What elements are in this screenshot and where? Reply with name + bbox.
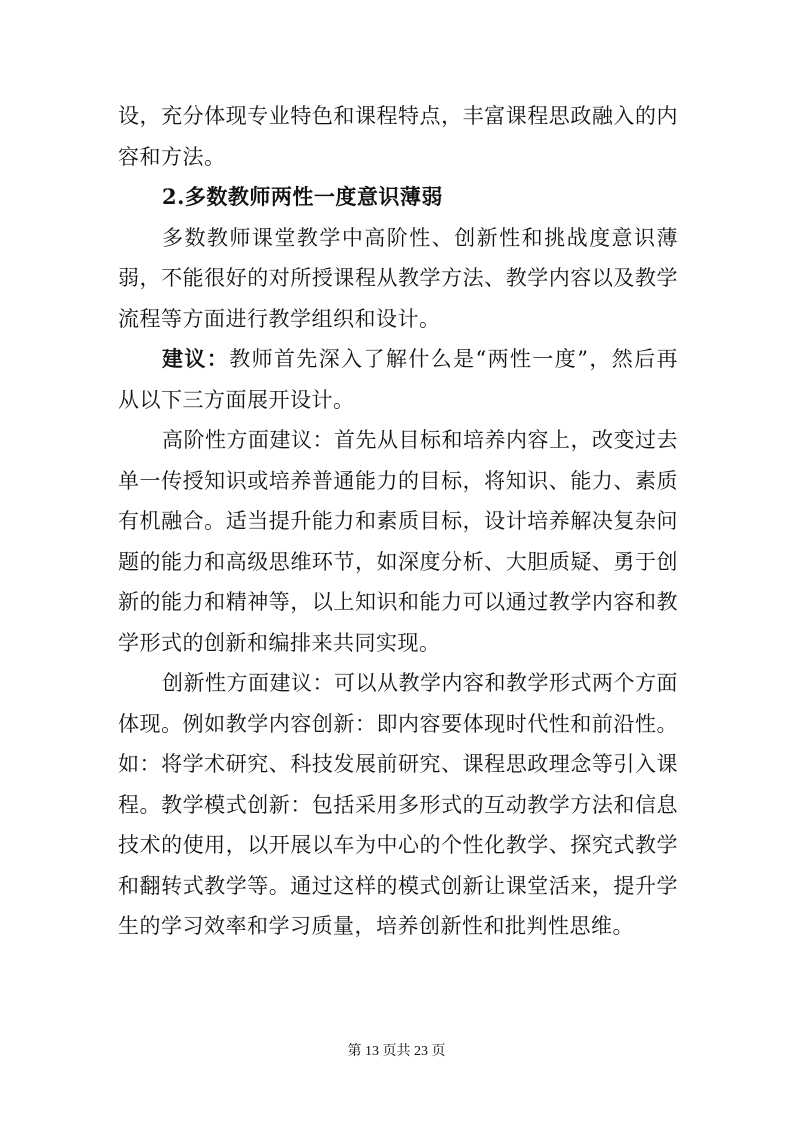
suggestion-label: 建议： [162, 346, 230, 371]
page-number-footer: 第 13 页共 23 页 [347, 1044, 446, 1059]
suggestion-text: 教师首先深入了解什么是“两性一度”，然后再从以下三方面展开设计。 [118, 347, 678, 412]
paragraph-suggestion [118, 339, 678, 420]
section-heading: 2.多数教师两性一度意识薄弱 [162, 184, 443, 209]
paragraph-innovation: 创新性方面建议：可以从教学内容和教学形式两个方面体现。例如教学内容创新：即内容要体现时代性和前沿性。如：将学术研究、科技发展前研究、课程思政理念等引入课程。教学模式创新：包括采用多形式的互动教学方法和信息技术的使用，以开展以车为中心的个性化教学、探究式教学和翻转式教学等。通过这样的模式创新让课堂活来，提升学生的学习效率和学习质量，培养创新性和批判性思维。 [118, 671, 678, 938]
paragraph-continuation: 设，充分体现专业特色和课程特点，丰富课程思政融入的内容和方法。 [118, 104, 678, 169]
page-body [118, 96, 678, 947]
paragraph-high-order: 高阶性方面建议：首先从目标和培养内容上，改变过去单一传授知识或培养普通能力的目标，将知识、能力、素质有机融合。适当提升能力和素质目标，设计培养解决复杂问题的能力和高级思维环节，如深度分析、大胆质疑、勇于创新的能力和精神等，以上知识和能力可以通过教学内容和教学形式的创新和编排来共同实现。 [118, 428, 678, 655]
paragraph-problem: 多数教师课堂教学中高阶性、创新性和挑战度意识薄弱，不能很好的对所授课程从教学方法、教学内容以及教学流程等方面进行教学组织和设计。 [118, 225, 678, 331]
